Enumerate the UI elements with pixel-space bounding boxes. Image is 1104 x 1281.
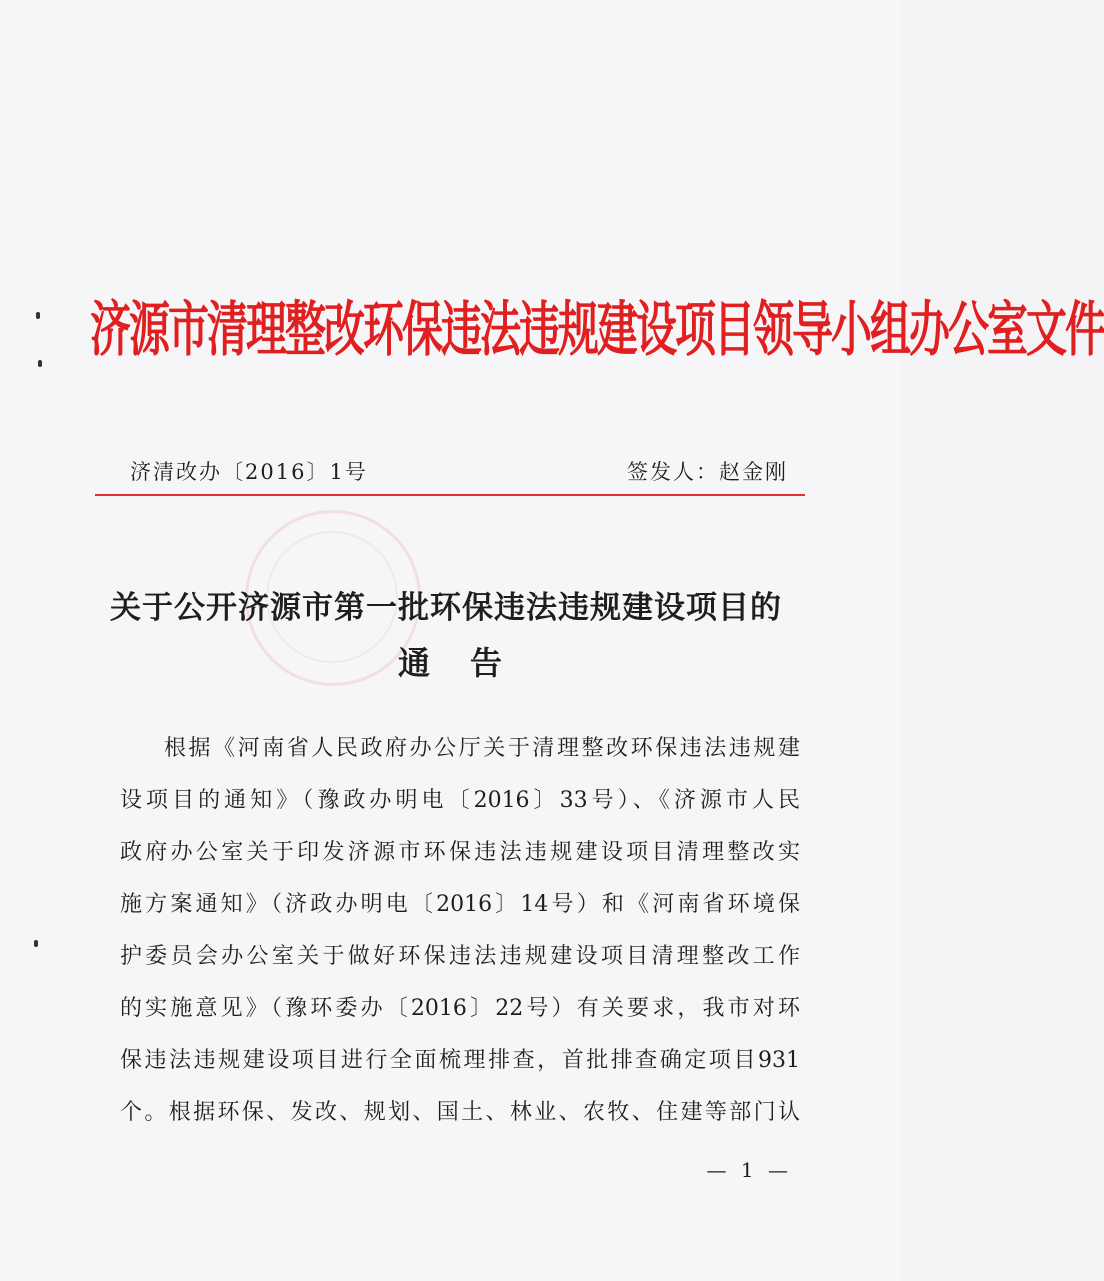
body-line: 政府办公室关于印发济源市环保违法违规建设项目清理整改实 [120, 840, 800, 865]
document-header-title: 济源市清理整改环保违法违规建设项目领导小组办公室文件 [90, 295, 1104, 365]
scan-mark [38, 360, 42, 367]
body-paragraph [120, 734, 800, 1150]
notice-subtitle-char: 通 [397, 644, 430, 682]
body-line: 根据《河南省人民政府办公厅关于清理整改环保违法违规建 [164, 736, 800, 761]
body-line: 个。根据环保、发改、规划、国土、林业、农牧、住建等部门认 [120, 1100, 800, 1125]
body-line: 设项目的通知》（豫政办明电〔2016〕33号）、《济源市人民 [120, 788, 800, 813]
body-line: 的实施意见》（豫环委办〔2016〕22号）有关要求，我市对环 [120, 996, 800, 1021]
notice-subtitle [0, 638, 900, 684]
scan-mark [34, 940, 38, 947]
page-number: — 1 — [706, 1158, 792, 1182]
scan-mark [36, 312, 40, 319]
notice-title: 关于公开济源市第一批环保违法违规建设项目的 [110, 590, 782, 626]
body-line: 保违法违规建设项目进行全面梳理排查，首批排查确定项目931 [120, 1048, 800, 1073]
document-number: 济清改办〔2016〕1号 [130, 460, 368, 484]
red-divider-line [95, 494, 805, 496]
body-line: 护委员会办公室关于做好环保违法违规建设项目清理整改工作 [120, 944, 800, 969]
body-line: 施方案通知》（济政办明电〔2016〕14号）和《河南省环境保 [120, 892, 800, 917]
issuer-signature: 签发人：赵金刚 [627, 460, 788, 484]
notice-subtitle-char: 告 [470, 644, 503, 682]
